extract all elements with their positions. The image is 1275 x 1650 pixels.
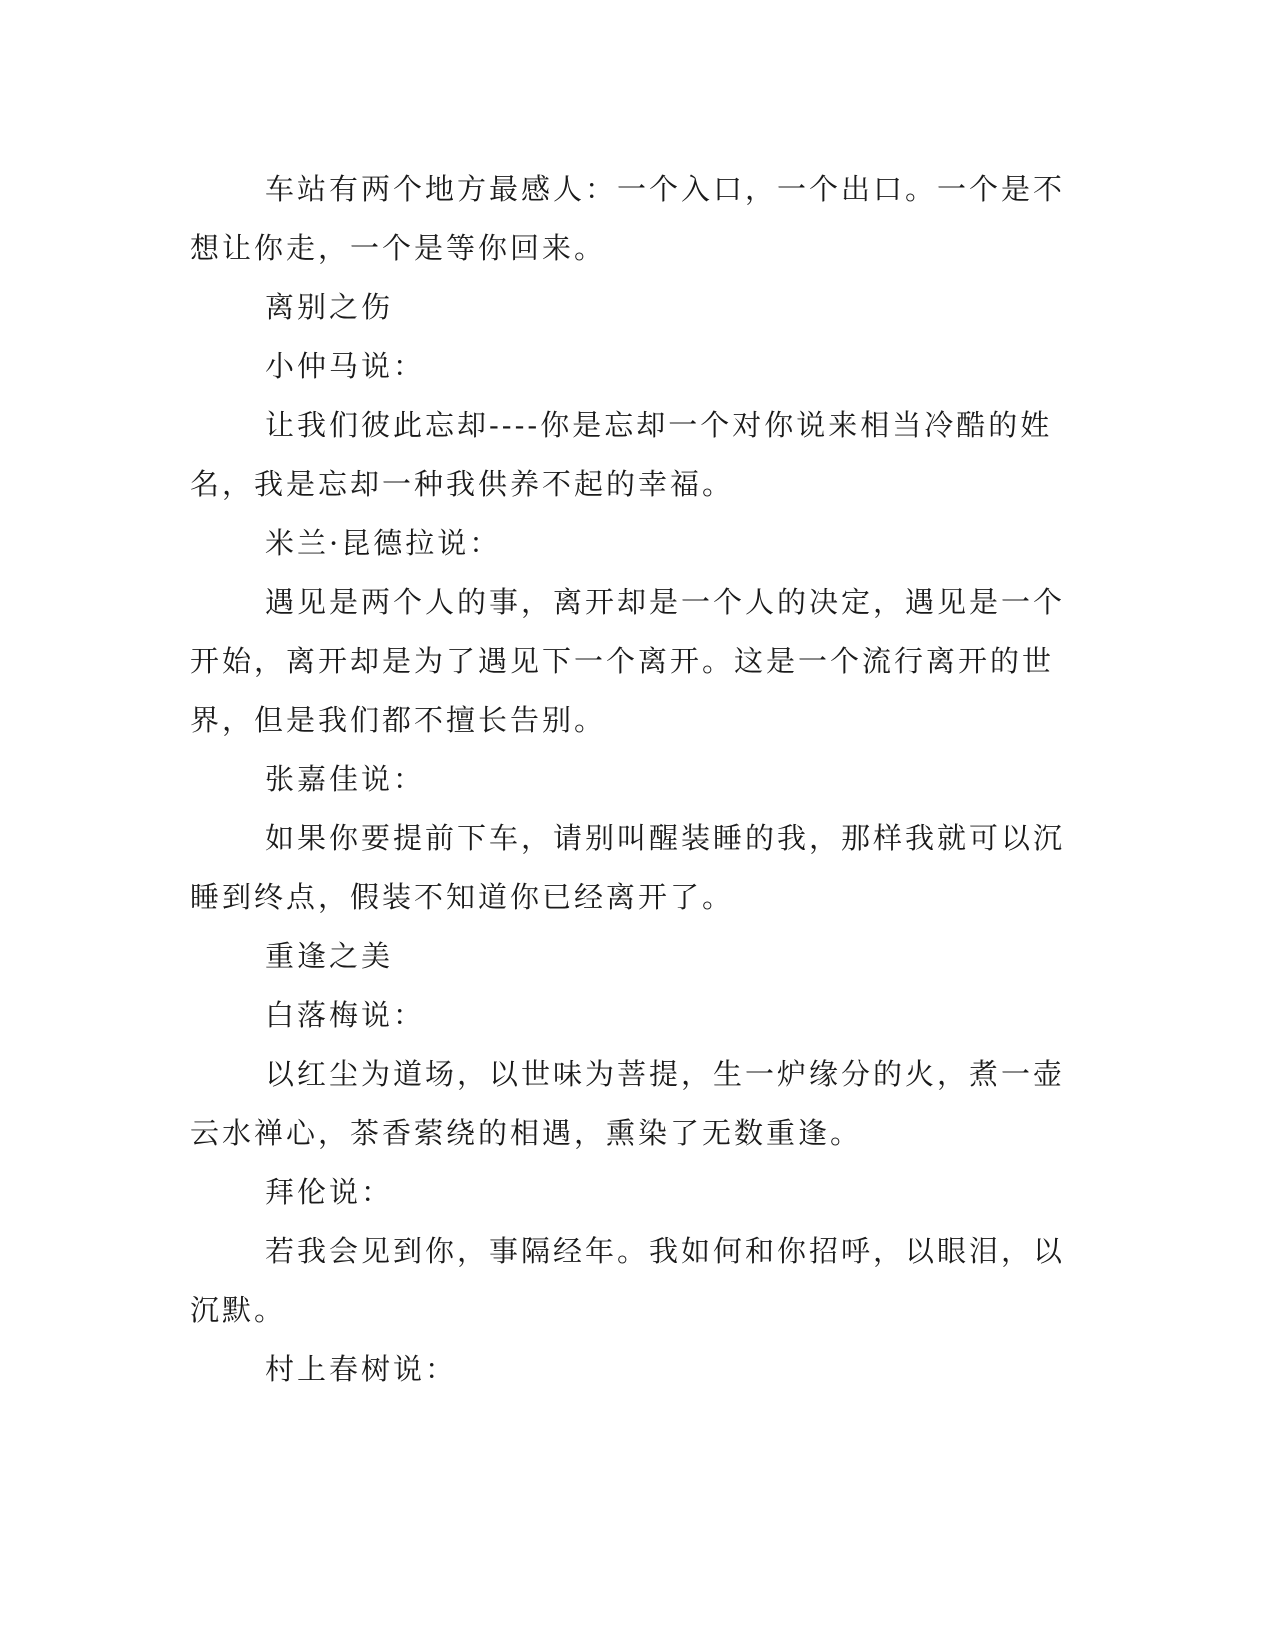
quote-attribution-bai: 白落梅说： bbox=[265, 998, 426, 1032]
quote-dumas: 让我们彼此忘却----你是忘却一个对你说来相当冷酷的姓名，我是忘却一种我供养不起的幸福。 bbox=[190, 408, 1053, 501]
quote-byron: 若我会见到你，事隔经年。我如何和你招呼，以眼泪，以沉默。 bbox=[190, 1234, 1066, 1327]
document-body bbox=[190, 160, 1090, 1399]
paragraph-station: 车站有两个地方最感人：一个入口，一个出口。一个是不想让你走，一个是等你回来。 bbox=[190, 172, 1066, 265]
quote-kundera: 遇见是两个人的事，离开却是一个人的决定，遇见是一个开始，离开却是为了遇见下一个离开。这是一个流行离开的世界，但是我们都不擅长告别。 bbox=[190, 585, 1066, 737]
quote-attribution-dumas: 小仲马说： bbox=[265, 349, 426, 383]
section-heading-parting: 离别之伤 bbox=[265, 290, 394, 324]
section-heading-reunion: 重逢之美 bbox=[265, 939, 394, 973]
quote-zhang: 如果你要提前下车，请别叫醒装睡的我，那样我就可以沉睡到终点，假装不知道你已经离开了。 bbox=[190, 821, 1066, 914]
quote-attribution-byron: 拜伦说： bbox=[265, 1175, 394, 1209]
quote-attribution-kundera: 米兰·昆德拉说： bbox=[265, 526, 502, 560]
quote-bai: 以红尘为道场，以世味为菩提，生一炉缘分的火，煮一壶云水禅心，茶香萦绕的相遇，熏染了无数重逢。 bbox=[190, 1057, 1066, 1150]
quote-attribution-murakami: 村上春树说： bbox=[265, 1352, 458, 1386]
quote-attribution-zhang: 张嘉佳说： bbox=[265, 762, 426, 796]
